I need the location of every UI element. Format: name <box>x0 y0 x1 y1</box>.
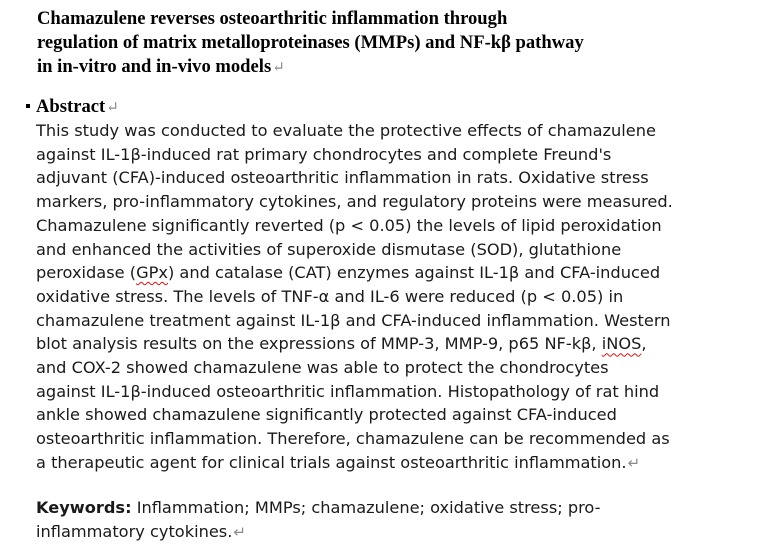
abstract-line: This study was conducted to evaluate the protective effects of chamazulene <box>36 121 656 140</box>
paragraph-mark-icon: ↵ <box>272 60 285 76</box>
keywords-text: inflammatory cytokines. <box>36 522 233 541</box>
abstract-line: osteoarthritic inflammation. Therefore, chamazulene can be recommended as <box>36 429 670 449</box>
abstract-line: chamazulene treatment against IL-1β and CFA-induced inflammation. Western <box>36 310 671 330</box>
abstract-line: and COX-2 showed chamazulene was able to protect the chondrocytes <box>36 358 609 378</box>
abstract-paragraph <box>36 119 756 476</box>
keywords-line <box>36 520 756 544</box>
title-line: Chamazulene reverses osteoarthritic inflammation through <box>37 8 508 29</box>
paragraph-mark-icon: ↵ <box>233 523 246 541</box>
keywords-line <box>36 496 756 520</box>
line-text: a therapeutic agent for clinical trials against osteoarthritic inflammation. <box>36 452 627 472</box>
abstract-line: oxidative stress. The levels of TNF-α and IL-6 were reduced (p < 0.05) in <box>36 286 624 306</box>
line-text: peroxidase ( <box>36 263 137 283</box>
title-line <box>37 55 737 80</box>
keywords-text: Inflammation; MMPs; chamazulene; oxidative stress; pro- <box>131 498 601 517</box>
abstract-line: markers, pro-inflammatory cytokines, and regulatory proteins were measured. <box>36 192 673 212</box>
abstract-line <box>36 261 756 285</box>
abstract-line: adjuvant (CFA)-induced osteoarthritic inflammation in rats. Oxidative stress <box>36 168 649 188</box>
title-line: regulation of matrix metalloproteinases (MMPs) and NF-kβ pathway <box>37 32 584 53</box>
abstract-line: ankle showed chamazulene significantly protected against CFA-induced <box>36 405 617 425</box>
line-text: , <box>641 334 647 354</box>
line-text: ) and catalase (CAT) enzymes against IL-1β and CFA-induced <box>167 263 661 283</box>
bullet-icon <box>26 104 30 108</box>
abstract-line <box>36 332 756 356</box>
abstract-line: against IL-1β-induced osteoarthritic inflammation. Histopathology of rat hind <box>36 381 660 401</box>
keywords-paragraph <box>36 496 756 544</box>
abstract-line <box>36 451 756 476</box>
line-text: blot analysis results on the expressions of MMP-3, MMP-9, p65 NF-kβ, <box>36 334 602 354</box>
spellcheck-flagged-word[interactable]: GPx <box>136 263 168 283</box>
abstract-line: and enhanced the activities of superoxide dismutase (SOD), glutathione <box>36 239 622 259</box>
abstract-line: against IL-1β-induced rat primary chondrocytes and complete Freund's <box>36 144 612 164</box>
paper-title <box>37 7 737 80</box>
spellcheck-flagged-word[interactable]: iNOS <box>601 334 642 354</box>
title-line-text: in in-vitro and in-vivo models <box>37 56 272 77</box>
abstract-line: Chamazulene significantly reverted (p < 0.05) the levels of lipid peroxidation <box>36 215 662 235</box>
abstract-heading <box>26 95 119 120</box>
abstract-heading-text: Abstract <box>36 96 106 117</box>
keywords-label: Keywords: <box>36 498 132 517</box>
paragraph-mark-icon: ↵ <box>106 100 119 116</box>
paragraph-mark-icon: ↵ <box>627 453 641 472</box>
